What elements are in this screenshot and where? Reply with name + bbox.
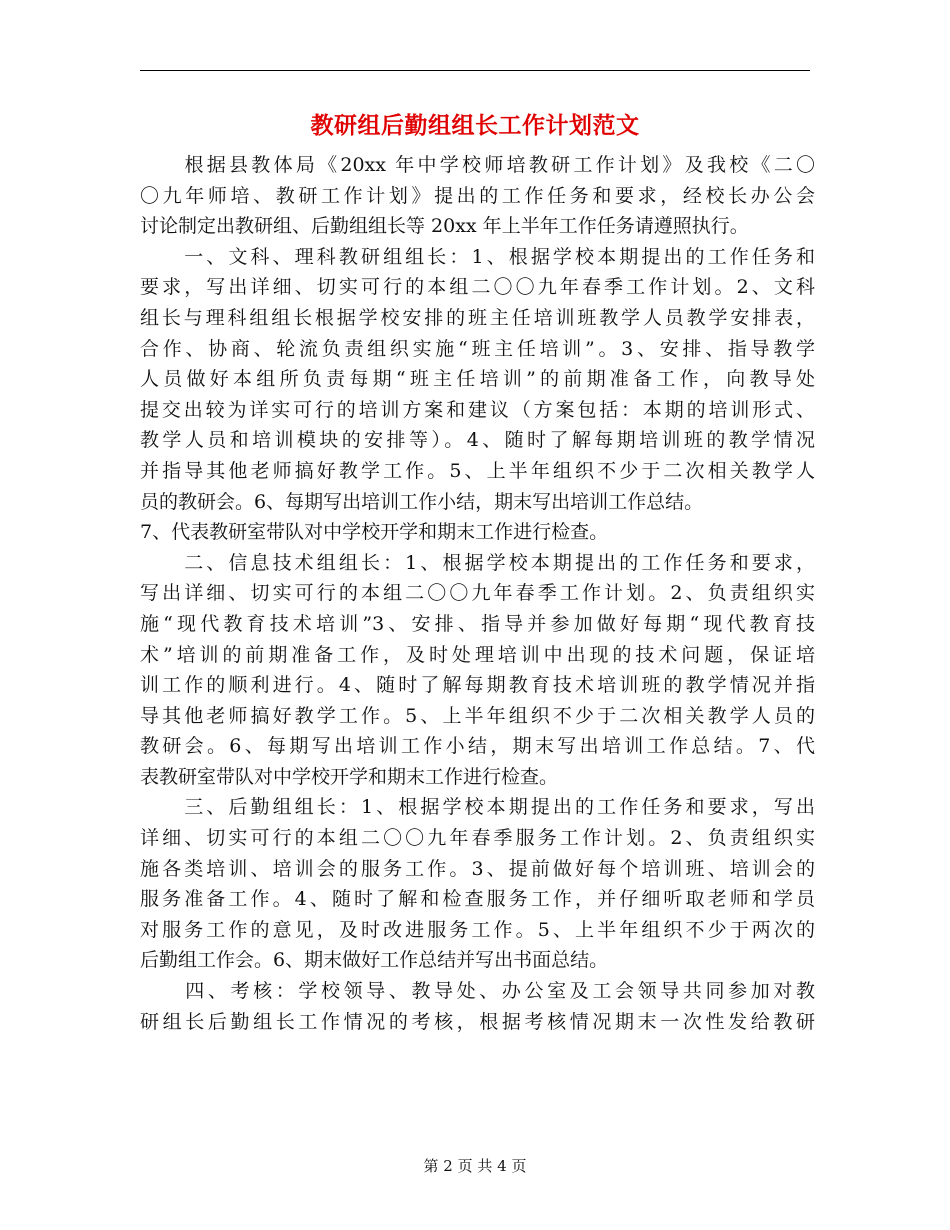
body-line: 并指导其他老师搞好教学工作。5、上半年组织不少于二次相关教学人: [140, 459, 815, 482]
body-line: 合作、协商、轮流负责组织实施“班主任培训”。3、安排、指导教学: [140, 337, 815, 360]
body-line: 详细、切实可行的本组二〇〇九年春季服务工作计划。2、负责组织实: [140, 827, 815, 850]
body-line: 训工作的顺利进行。4、随时了解每期教育技术培训班的教学情况并指: [140, 674, 815, 697]
document-body: [140, 150, 815, 1037]
body-line: 一、文科、理科教研组组长：1、根据学校本期提出的工作任务和: [140, 245, 815, 268]
body-line: 表教研室带队对中学校开学和期末工作进行检查。: [140, 765, 559, 788]
body-line: 施“现代教育技术培训”3、安排、指导并参加做好每期“现代教育技: [140, 612, 815, 635]
body-line: 施各类培训、培训会的服务工作。3、提前做好每个培训班、培训会的: [140, 857, 815, 880]
body-line: 四、考核：学校领导、教导处、办公室及工会领导共同参加对教: [140, 980, 815, 1003]
body-line: 教研会。6、每期写出培训工作小结，期末写出培训工作总结。7、代: [140, 735, 815, 758]
body-line: 三、后勤组组长：1、根据学校本期提出的工作任务和要求，写出: [140, 796, 815, 819]
body-line: 人员做好本组所负责每期“班主任培训”的前期准备工作，向教导处: [140, 368, 815, 391]
body-line: 7、代表教研室带队对中学校开学和期末工作进行检查。: [140, 521, 609, 544]
body-line: 员的教研会。6、每期写出培训工作小结，期末写出培训工作总结。: [140, 490, 704, 513]
header-rule: [140, 70, 810, 71]
body-line: 术”培训的前期准备工作，及时处理培训中出现的技术问题，保证培: [140, 643, 815, 666]
body-line: 讨论制定出教研组、后勤组组长等 20xx 年上半年工作任务请遵照执行。: [140, 215, 749, 238]
page-number-footer: 第 2 页 共 4 页: [423, 1157, 527, 1175]
body-line: 写出详细、切实可行的本组二〇〇九年春季工作计划。2、负责组织实: [140, 582, 815, 605]
body-line: 〇九年师培、教研工作计划》提出的工作任务和要求，经校长办公会: [140, 184, 815, 207]
body-line: 二、信息技术组组长：1、根据学校本期提出的工作任务和要求，: [140, 551, 815, 574]
body-line: 后勤组工作会。6、期末做好工作总结并写出书面总结。: [140, 949, 609, 972]
body-line: 根据县教体局《20xx 年中学校师培教研工作计划》及我校《二〇: [140, 154, 815, 176]
body-line: 对服务工作的意见，及时改进服务工作。5、上半年组织不少于两次的: [140, 918, 815, 941]
body-line: 要求，写出详细、切实可行的本组二〇〇九年春季工作计划。2、文科: [140, 276, 815, 299]
document-title: 教研组后勤组组长工作计划范文: [310, 112, 640, 139]
body-line: 提交出较为详实可行的培训方案和建议（方案包括：本期的培训形式、: [140, 398, 815, 421]
body-line: 组长与理科组组长根据学校安排的班主任培训班教学人员教学安排表，: [140, 306, 815, 329]
body-line: 服务准备工作。4、随时了解和检查服务工作，并仔细听取老师和学员: [140, 888, 815, 911]
body-line: 研组长后勤组长工作情况的考核，根据考核情况期末一次性发给教研: [140, 1010, 815, 1033]
body-line: 教学人员和培训模块的安排等）。4、随时了解每期培训班的教学情况: [140, 429, 815, 452]
body-line: 导其他老师搞好教学工作。5、上半年组织不少于二次相关教学人员的: [140, 704, 815, 727]
